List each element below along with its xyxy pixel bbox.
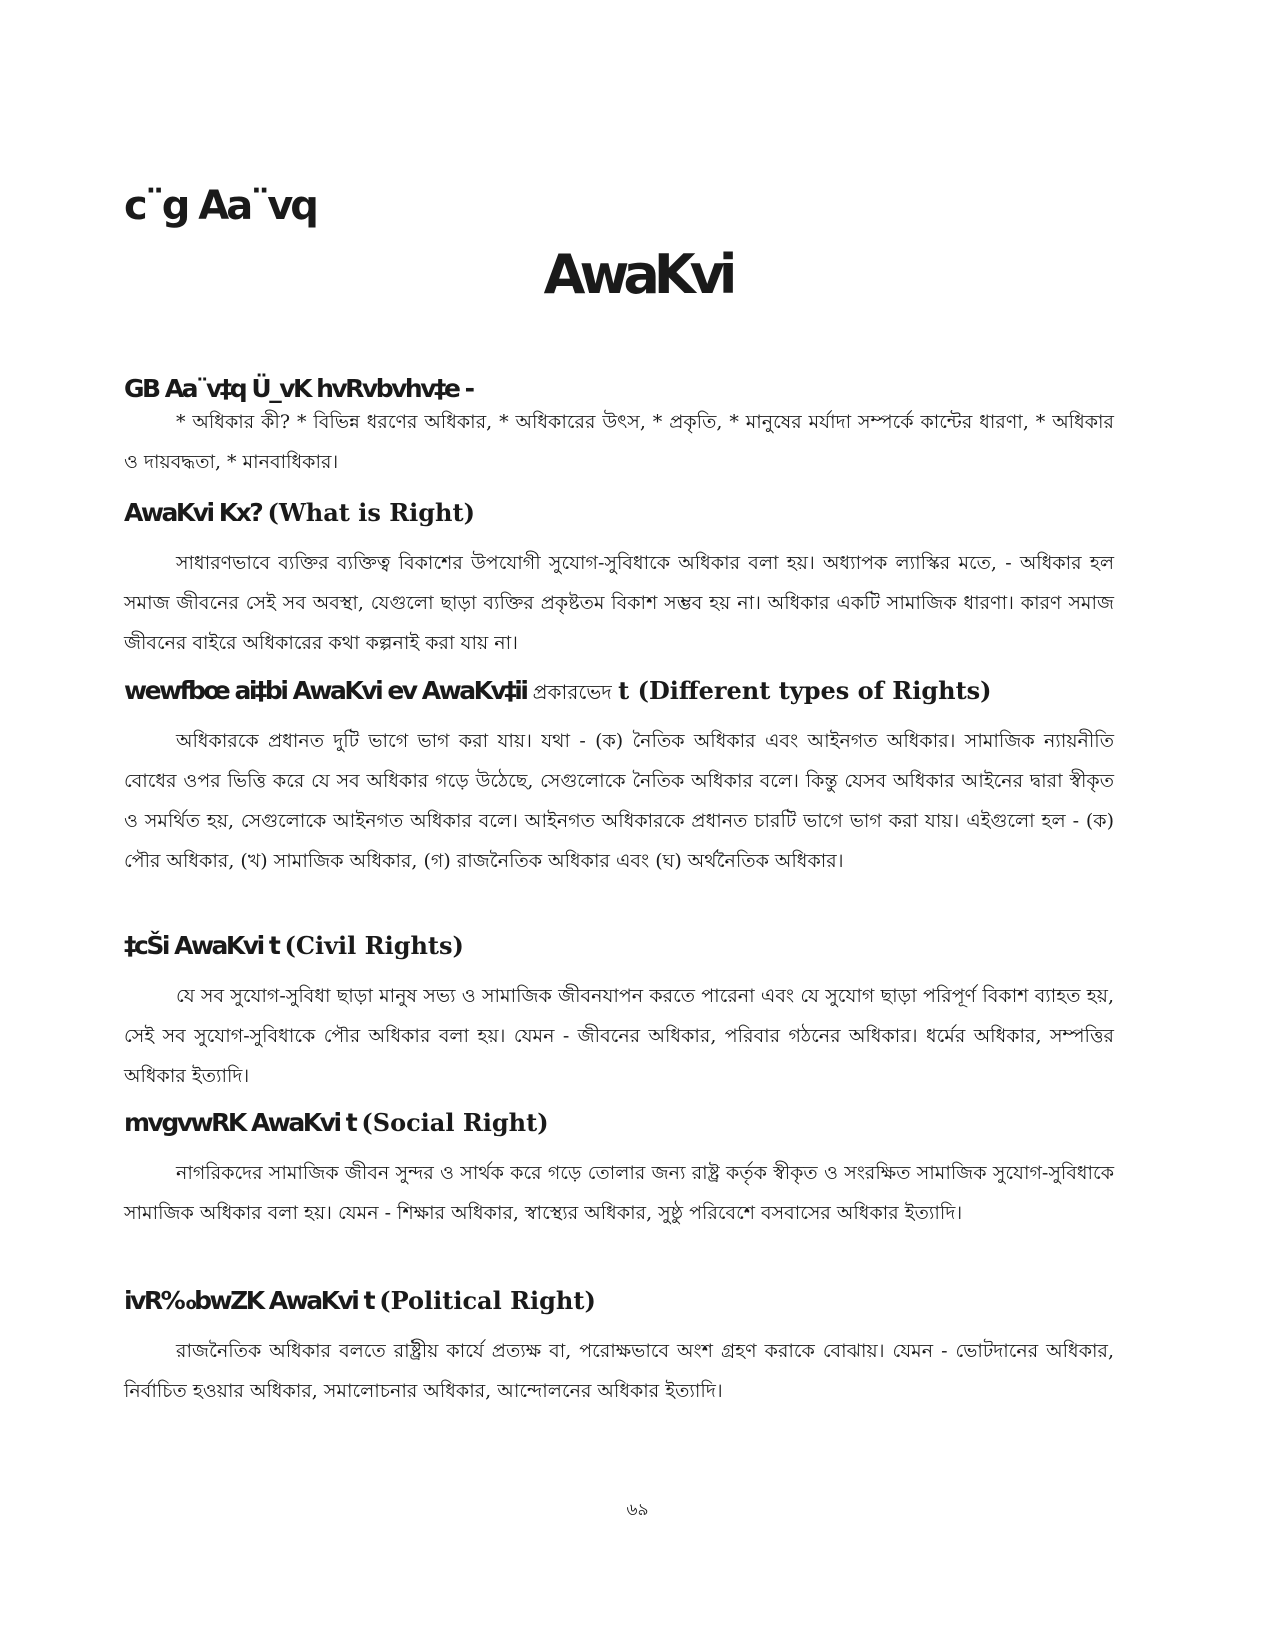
section-heading-main: wewfbœ ai‡bi AwaKvi ev AwaKv‡ii (124, 676, 533, 705)
section-heading-social-right (124, 1106, 549, 1140)
chapter-title: AwaKvi (543, 243, 732, 306)
section-heading-what-is-right (124, 496, 475, 530)
section-heading-main: ivR‰bwZK AwaKvi t (124, 1286, 380, 1315)
section-heading-main: mvgvwRK AwaKvi t (124, 1108, 362, 1137)
section-heading-bengali: প্রকারভেদ (532, 680, 619, 704)
section-heading-english: (Political Right) (379, 1286, 596, 1315)
section-paragraph-social-right: নাগরিকদের সামাজিক জীবন সুন্দর ও সার্থক করে গড়ে তোলার জন্য রাষ্ট্র কর্তৃক স্বীকৃত ও সংরক্ষিত সামাজিক সুযোগ-সুবিধাকে সামাজিক অধিকার বলা হয়। যেমন - শিক্ষার অধিকার, স্বাস্থ্যের অধিকার, সুষ্ঠু পরিবেশে বসবাসের অধিকার ইত্যাদি। (124, 1162, 1114, 1224)
objectives-heading: GB Aa¨v‡q Ü_vK hvRvbvhv‡e - (124, 374, 473, 403)
section-paragraph-what-is-right: সাধারণভাবে ব্যক্তির ব্যক্তিত্ব বিকাশের উপযোগী সুযোগ-সুবিধাকে অধিকার বলা হয়। অধ্যাপক ল্যাস্কির মতে, - অধিকার হল সমাজ জীবনের সেই সব অবস্থা, যেগুলো ছাড়া ব্যক্তির প্রকৃষ্টতম বিকাশ সম্ভব হয় না। অধিকার একটি সামাজিক ধারণা। কারণ সমাজ জীবনের বাইরে অধিকারের কথা কল্পনাই করা যায় না। (124, 552, 1114, 654)
section-heading-main: ‡cŠi AwaKvi t (124, 931, 285, 960)
section-heading-english: t (Different types of Rights) (618, 676, 992, 705)
section-heading-civil-rights (124, 929, 464, 963)
section-heading-political-right (124, 1284, 596, 1318)
section-heading-english: (Civil Rights) (284, 931, 464, 960)
section-paragraph-political-right: রাজনৈতিক অধিকার বলতে রাষ্ট্রীয় কার্যে প্রত্যক্ষ বা, পরোক্ষভাবে অংশ গ্রহণ করাকে বোঝায়। যেমন - ভোটদানের অধিকার, নির্বাচিত হওয়ার অধিকার, সমালোচনার অধিকার, আন্দোলনের অধিকার ইত্যাদি। (124, 1340, 1114, 1402)
section-heading-english: (Social Right) (361, 1108, 549, 1137)
section-heading-english: (What is Right) (267, 498, 475, 527)
section-paragraph-civil-rights: যে সব সুযোগ-সুবিধা ছাড়া মানুষ সভ্য ও সামাজিক জীবনযাপন করতে পারেনা এবং যে সুযোগ ছাড়া পরিপূর্ণ বিকাশ ব্যাহত হয়, সেই সব সুযোগ-সুবিধাকে পৌর অধিকার বলা হয়। যেমন - জীবনের অধিকার, পরিবার গঠনের অধিকার। ধর্মের অধিকার, সম্পত্তির অধিকার ইত্যাদি। (124, 985, 1114, 1087)
chapter-label: c¨g Aa¨vq (124, 183, 316, 229)
page-number: ৬৯ (626, 1500, 649, 1520)
objectives-paragraph: * অধিকার কী? * বিভিন্ন ধরণের অধিকার, * অধিকারের উৎস, * প্রকৃতি, * মানুষের মর্যাদা সম্পর্কে কান্টের ধারণা, * অধিকার ও দায়বদ্ধতা, * মানবাধিকার। (124, 411, 1114, 473)
section-paragraph-types-of-rights: অধিকারকে প্রধানত দুটি ভাগে ভাগ করা যায়। যথা - (ক) নৈতিক অধিকার এবং আইনগত অধিকার। সামাজিক ন্যায়নীতি বোধের ওপর ভিত্তি করে যে সব অধিকার গড়ে উঠেছে, সেগুলোকে নৈতিক অধিকার বলে। কিন্তু যেসব অধিকার আইনের দ্বারা স্বীকৃত ও সমর্থিত হয়, সেগুলোকে আইনগত অধিকার বলে। আইনগত অধিকারকে প্রধানত চারটি ভাগে ভাগ করা যায়। এইগুলো হল - (ক) পৌর অধিকার, (খ) সামাজিক অধিকার, (গ) রাজনৈতিক অধিকার এবং (ঘ) অর্থনৈতিক অধিকার। (124, 730, 1114, 872)
section-heading-main: AwaKvi Kx? (124, 498, 268, 527)
section-heading-types-of-rights (124, 674, 992, 709)
